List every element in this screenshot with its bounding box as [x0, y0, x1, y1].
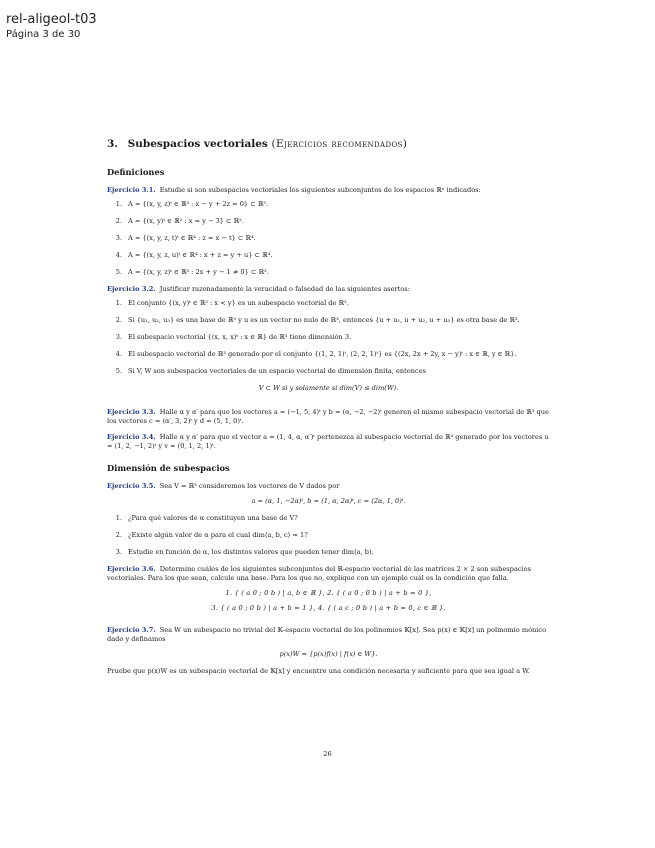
item-number: 2.	[115, 531, 122, 539]
section-heading	[107, 138, 550, 151]
item-text: ¿Existe algún valor de α para el cual dim⟨a, b, c⟩ = 1?	[128, 531, 308, 539]
list-item	[107, 367, 550, 376]
exercise-link[interactable]: Ejercicio 3.6.	[107, 565, 156, 573]
display-formula: V ⊂ W si y solamente si dim(V) ≤ dim(W).	[258, 384, 399, 392]
item-text: A = {(x, y, z, t)ᵗ ∈ ℝ⁴ : z = x − t} ⊂ ℝ⁴.	[128, 234, 256, 242]
item-number: 4.	[115, 251, 122, 259]
item-text: Si V, W son subespacios vectoriales de un espacio vectorial de dimensión finita, entonces	[128, 367, 426, 375]
list-item	[107, 234, 550, 243]
item-number: 2.	[115, 316, 122, 324]
list-item	[107, 316, 550, 325]
subsection-dimension: Dimensión de subespacios	[107, 463, 230, 473]
list-item	[107, 350, 550, 359]
item-text: El conjunto {(x, y)ᵗ ∈ ℝ² : x < y} es un subespacio vectorial de ℝ².	[128, 299, 349, 307]
exercise-text: Estudie si son subespacios vectoriales los siguientes subconjuntos de los espacios ℝⁿ indicados:	[159, 186, 481, 194]
list-item	[107, 531, 550, 540]
page-number: 26	[323, 750, 332, 758]
exercise-3-7	[107, 626, 550, 676]
matrix-sets-row-1: 1. { ( a 0 ; 0 b ) | a, b ∈ ℝ }, 2. { ( a 0 ; 0 b ) | a + b = 0 },	[225, 589, 432, 597]
item-text: El subespacio vectorial de ℝ³ generado por el conjunto {(1, 2, 1)ᵗ, (2, 2, 1)ᵗ} es {(2x, 2x + 2y, x − y)ᵗ : x ∈ ℝ, y ∈ ℝ}.	[128, 350, 517, 358]
item-text: Si {u₁, u₂, u₃} es una base de ℝ³ y u es un vector no nulo de ℝ³, entonces {u + u₁, u + u₂, u + u₃} es otra base de ℝ³.	[128, 316, 520, 324]
list-item	[107, 333, 550, 342]
document-header	[6, 12, 97, 42]
item-text: ¿Para qué valores de α constituyen una base de V?	[128, 514, 298, 522]
item-text: A = {(x, y)ᵗ ∈ ℝ² : x = y − 3} ⊂ ℝ².	[128, 217, 244, 225]
exercise-3-6	[107, 565, 550, 613]
section-tag: (Ejercicios recomendados)	[271, 138, 408, 150]
exercise-text: Sea W un subespacio no trivial del 𝕂-espacio vectorial de los polinomios 𝕂[x]. Sea p(x) ∈ 𝕂[x] un polinomio mónico dado y definamos	[107, 626, 547, 643]
exercise-text-continued: Pruebe que p(x)W es un subespacio vectorial de 𝕂[x] y encuentre una condición necesaria y suficiente para que sea igual a W.	[107, 667, 530, 675]
item-text: Estudie en función de α, los distintos valores que pueden tener dim⟨a, b⟩.	[128, 548, 374, 556]
exercise-link[interactable]: Ejercicio 3.1.	[107, 186, 156, 194]
item-number: 5.	[115, 268, 122, 276]
exercise-text: Determine cuáles de los siguientes subconjuntos del ℝ-espacio vectorial de las matrices 2 × 2 son subespacios vectoriales. Para los que sean, calcule una base. Para los que no, explique con un ejemplo cuál es la condición que falla.	[107, 565, 531, 582]
list-item	[107, 299, 550, 308]
exercise-3-3	[107, 408, 550, 426]
exercise-link[interactable]: Ejercicio 3.2.	[107, 285, 156, 293]
exercise-text: Halle α y α′ para que los vectores a = (−1, 5, 4)ᵗ y b = (α, −2, −2)ᵗ generen el mismo subespacio vectorial de ℝ³ que los vectores c = (α′, 3, 2)ᵗ y d = (5, 1, 0)ᵗ.	[107, 408, 549, 425]
exercise-link[interactable]: Ejercicio 3.3.	[107, 408, 156, 416]
item-number: 5.	[115, 367, 122, 375]
section-title: Subespacios vectoriales	[127, 138, 268, 150]
list-item	[107, 251, 550, 260]
item-text: El subespacio vectorial {(x, x, x)ᵗ : x ∈ ℝ} de ℝ³ tiene dimensión 3.	[128, 333, 352, 341]
document-id: rel-aligeol-t03	[6, 12, 97, 27]
item-number: 4.	[115, 350, 122, 358]
list-item	[107, 514, 550, 523]
list-item	[107, 200, 550, 209]
section-number: 3.	[107, 138, 118, 150]
item-number: 1.	[115, 299, 122, 307]
item-list	[107, 200, 550, 277]
item-text: A = {(x, y, z)ᵗ ∈ ℝ³ : 2x + y − 1 ≠ 0} ⊂ ℝ³.	[128, 268, 269, 276]
matrix-sets-row-2: 3. { ( a 0 ; 0 b ) | a + b = 1 }, 4. { ( a c ; 0 b ) | a + b = 0, c ∈ ℝ }.	[211, 604, 446, 612]
item-number: 1.	[115, 200, 122, 208]
item-text: A = {(x, y, z)ᵗ ∈ ℝ³ : x − y + 2z = 0} ⊂ ℝ³.	[128, 200, 269, 208]
item-number: 3.	[115, 333, 122, 341]
exercise-link[interactable]: Ejercicio 3.7.	[107, 626, 156, 634]
item-list	[107, 514, 550, 557]
exercise-text: Justificar razonadamente la veracidad o falsedad de las siguientes asertos:	[159, 285, 410, 293]
item-list	[107, 299, 550, 376]
exercise-text: Sea V = ℝ³ consideremos los vectores de V dados por	[159, 482, 340, 490]
subsection-definitions: Definiciones	[107, 167, 165, 177]
exercise-link[interactable]: Ejercicio 3.4.	[107, 433, 156, 441]
item-number: 3.	[115, 234, 122, 242]
exercise-3-5	[107, 482, 550, 557]
item-number: 2.	[115, 217, 122, 225]
list-item	[107, 268, 550, 277]
list-item	[107, 548, 550, 557]
exercise-3-4	[107, 433, 550, 451]
item-text: A = {(x, y, z, u)ᵗ ∈ ℝ⁴ : x + z = y + u} ⊂ ℝ⁴.	[128, 251, 273, 259]
display-formula: p(x)W = {p(x)f(x) | f(x) ∈ W}.	[279, 650, 378, 658]
page-content	[107, 138, 550, 676]
display-formula: a = (α, 1, −2α)ᵗ, b = (1, α, 2α)ᵗ, c = (2α, 1, 0)ᵗ.	[251, 497, 406, 505]
exercise-text: Halle α y α′ para que el vector a = (1, 4, α, α′)ᵗ pertenezca al subespacio vectorial de ℝ⁴ generado por los vectores u = (1, 2, −1, 2)ᵗ y v = (0, 1, 2, 1)ᵗ.	[107, 433, 549, 450]
item-number: 3.	[115, 548, 122, 556]
item-number: 1.	[115, 514, 122, 522]
exercise-3-2	[107, 285, 550, 393]
exercise-3-1	[107, 186, 550, 277]
page-indicator: Página 3 de 30	[6, 29, 81, 40]
exercise-link[interactable]: Ejercicio 3.5.	[107, 482, 156, 490]
list-item	[107, 217, 550, 226]
